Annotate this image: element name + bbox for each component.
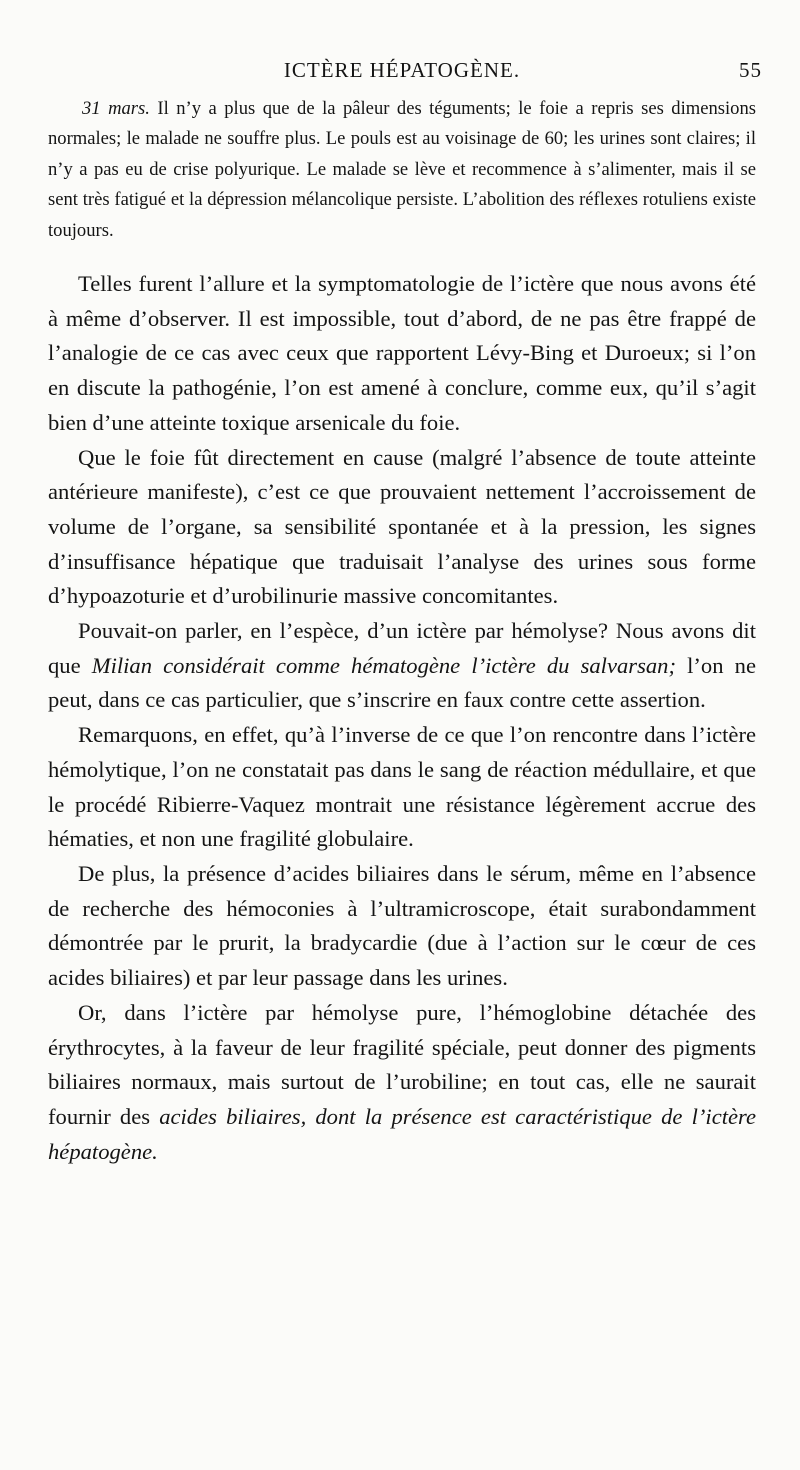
paragraph-3-italic: Milian considérait comme hématogène l’ictère du salvarsan; (91, 652, 676, 678)
paragraph-2: Que le foie fût directement en cause (malgré l’absence de toute atteinte antérieure manifeste), c’est ce que prouvaient nettement l’accroissement de volume de l’organe, sa sensibilité spontanée et à la pression, les signes d’insuffisance hépatique que traduisait l’analyse des urines sous forme d’hypoazoturie et d’urobilinurie massive concomitantes. (48, 444, 756, 609)
paragraph-3-end: l’on ne peut, dans ce cas particulier, que s’inscrire en faux contre cette assertion. (48, 652, 756, 713)
book-page (48, 52, 762, 1169)
running-title: ICTÈRE HÉPATOGÈNE. (283, 58, 521, 82)
note-date: 31 mars. (82, 98, 150, 119)
paragraph-3-start: Pouvait-on parler, en l’espèce, d’un ictère par hémolyse? Nous avons dit que (48, 618, 756, 678)
page-header (48, 52, 762, 92)
paragraph-3 (48, 614, 756, 718)
paragraph-6 (48, 996, 756, 1170)
note-text: Il n’y a plus que de la pâleur des téguments; le foie a repris ses dimensions normales; le malade ne souffre plus. Le pouls est au voisinage de 60; les urines sont claires; il n’y a pas eu de crise polyurique. Le malade se lève et recommence à s’alimenter, mais il se sent très fatigué et la dépression mélancolique persiste. L’abolition des réflexes rotuliens existe toujours. (48, 98, 756, 241)
paragraph-4: Remarquons, en effet, qu’à l’inverse de ce que l’on rencontre dans l’ictère hémolytique, l’on ne constatait pas dans le sang de réaction médullaire, et que le procédé Ribierre-Vaquez montrait une résistance légèrement accrue des hématies, et non une fragilité globulaire. (48, 722, 756, 852)
paragraph-5: De plus, la présence d’acides biliaires dans le sérum, même en l’absence de recherche des hémoconies à l’ultramicroscope, était surabondamment démontrée par le prurit, la bradycardie (due à l’action sur le cœur de ces acides biliaires) et par leur passage dans les urines. (48, 860, 756, 991)
note-paragraph (48, 94, 756, 246)
body-text (48, 267, 756, 1169)
paragraph-6-start: Or, dans l’ictère par hémolyse pure, l’hémoglobine détachée des érythrocytes, à la faveur de leur fragilité spéciale, peut donner des pigments biliaires normaux, mais surtout de l’urobiline; en tout cas, elle ne saurait fournir des (48, 999, 756, 1129)
paragraph-6-italic: acides biliaires, dont la présence est caractéristique de l’ictère hépatogène. (48, 1103, 757, 1164)
observation-note (48, 94, 756, 246)
page-number: 55 (739, 58, 762, 82)
paragraph-1: Telles furent l’allure et la symptomatologie de l’ictère que nous avons été à même d’observer. Il est impossible, tout d’abord, de ne pas être frappé de l’analogie de ce cas avec ceux que rapportent Lévy-Bing et Duroeux; si l’on en discute la pathogénie, l’on est amené à conclure, comme eux, qu’il s’agit bien d’une atteinte toxique arsenicale du foie. (48, 271, 756, 435)
